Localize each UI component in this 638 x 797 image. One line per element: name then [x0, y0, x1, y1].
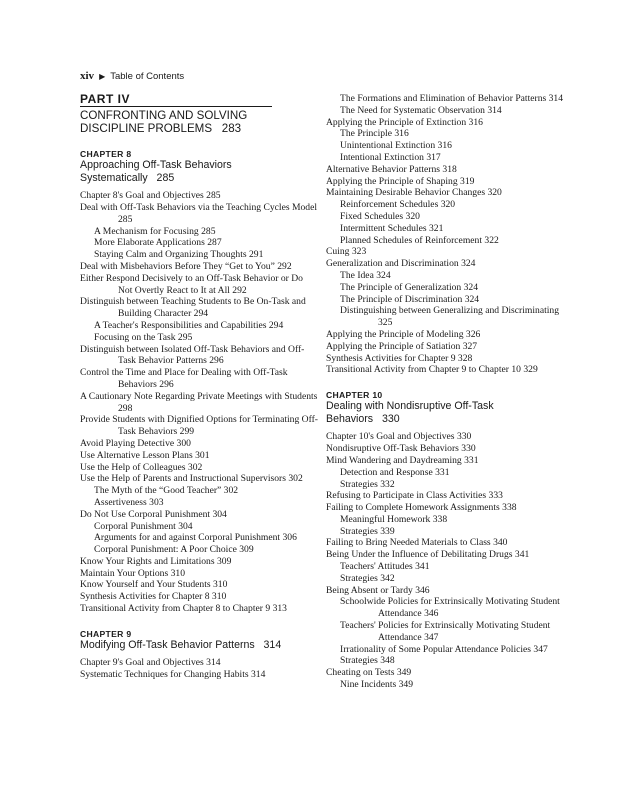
- chapter-8-label: CHAPTER 8: [80, 149, 132, 159]
- toc-entry: Nondisruptive Off-Task Behaviors 330: [326, 443, 476, 455]
- toc-entry: Synthesis Activities for Chapter 8 310: [80, 591, 227, 603]
- running-header: [80, 70, 184, 82]
- toc-entry: Intentional Extinction 317: [340, 151, 441, 163]
- toc-entry: Failing to Complete Homework Assignments 338: [326, 502, 517, 514]
- toc-entry: Distinguish between Isolated Off-Task Behaviors and Off-Task Behavior Patterns 296: [80, 343, 305, 367]
- chapter-10-entries: [326, 431, 566, 691]
- chapter-8-entries: [80, 190, 318, 615]
- part-rule: [80, 106, 272, 107]
- toc-entry: Maintain Your Options 310: [80, 567, 186, 579]
- left-column: [80, 93, 318, 681]
- part-label: PART IV: [80, 92, 130, 106]
- toc-entry: Control the Time and Place for Dealing with Off-Task Behaviors 296: [80, 367, 288, 390]
- toc-entry: Distinguishing between Generalizing and Discriminating 325: [340, 305, 560, 329]
- toc-entry: Maintaining Desirable Behavior Changes 320: [326, 187, 502, 199]
- toc-entry: Nine Incidents 349: [340, 679, 414, 691]
- toc-entry: The Idea 324: [340, 269, 391, 281]
- toc-entry: Applying the Principle of Satiation 327: [326, 340, 478, 352]
- toc-entry: Alternative Behavior Patterns 318: [326, 163, 457, 175]
- toc-entry: Generalization and Discrimination 324: [326, 258, 476, 270]
- toc-entry: Either Respond Decisively to an Off-Task Behavior or Do Not Overtly React to It at All 292: [80, 272, 303, 296]
- chapter-9-title-text: Modifying Off-Task Behavior Patterns: [80, 638, 255, 651]
- toc-entry: Reinforcement Schedules 320: [340, 199, 456, 211]
- toc-entry: Deal with Misbehaviors Before They “Get to You” 292: [80, 260, 292, 272]
- toc-entry: Staying Calm and Organizing Thoughts 291: [94, 249, 264, 261]
- toc-entry: Planned Schedules of Reinforcement 322: [340, 234, 499, 246]
- toc-entry: Meaningful Homework 338: [340, 513, 448, 525]
- chapter-9-label: CHAPTER 9: [80, 628, 132, 639]
- toc-entry: Transitional Activity from Chapter 8 to Chapter 9 313: [80, 603, 287, 615]
- right-column: [326, 93, 566, 691]
- page-number: xiv: [80, 70, 95, 82]
- toc-entry: Arguments for and against Corporal Punishment 306: [94, 532, 297, 544]
- part-title: [80, 109, 318, 135]
- toc-entry: Know Your Rights and Limitations 309: [80, 555, 232, 567]
- toc-entry: Know Yourself and Your Students 310: [80, 579, 228, 591]
- part-page: 283: [221, 122, 242, 135]
- toc-entry: Detection and Response 331: [340, 466, 450, 478]
- toc-entry: Systematic Techniques for Changing Habits 314: [80, 669, 266, 681]
- toc-entry: Chapter 8's Goal and Objectives 285: [80, 190, 221, 202]
- running-header-title: Table of Contents: [110, 71, 185, 82]
- toc-entry: Use the Help of Colleagues 302: [80, 461, 203, 473]
- toc-entry: Teachers' Policies for Extrinsically Motivating Student Attendance 347: [340, 620, 551, 643]
- toc-entry: Chapter 9's Goal and Objectives 314: [80, 657, 221, 669]
- toc-entry: Assertiveness 303: [94, 496, 164, 508]
- toc-entry: Avoid Playing Detective 300: [80, 437, 191, 449]
- toc-entry: The Myth of the “Good Teacher” 302: [94, 485, 239, 497]
- chapter-10-title: [326, 400, 566, 425]
- toc-entry: The Principle 316: [340, 128, 409, 140]
- chapter-9-title: [80, 639, 318, 652]
- toc-entry: Use the Help of Parents and Instructional Supervisors 302: [80, 473, 303, 485]
- chapter-8-page: 285: [156, 171, 175, 184]
- toc-entry: A Mechanism for Focusing 285: [94, 225, 216, 237]
- toc-entry: Strategies 332: [340, 478, 395, 490]
- toc-entry: A Cautionary Note Regarding Private Meetings with Students 298: [80, 390, 318, 414]
- chapter-10-title-text: Dealing with Nondisruptive Off-Task Behaviors: [326, 400, 494, 425]
- toc-entry: Cuing 323: [326, 246, 367, 258]
- toc-entry: A Teacher's Responsibilities and Capabilities 294: [94, 319, 284, 331]
- toc-entry: Failing to Bring Needed Materials to Class 340: [326, 537, 508, 549]
- chapter-9-entries: [80, 657, 318, 681]
- toc-entry: The Need for Systematic Observation 314: [340, 104, 502, 116]
- toc-entry: Corporal Punishment: A Poor Choice 309: [94, 544, 254, 556]
- toc-entry: Corporal Punishment 304: [94, 520, 193, 532]
- toc-entry: Chapter 10's Goal and Objectives 330: [326, 431, 472, 443]
- toc-entry: Cheating on Tests 349: [326, 667, 412, 679]
- toc-entry: Strategies 348: [340, 655, 395, 667]
- toc-entry: Use Alternative Lesson Plans 301: [80, 449, 210, 461]
- toc-entry: Provide Students with Dignified Options for Terminating Off-Task Behaviors 299: [80, 414, 318, 438]
- chapter-8-title-line2: Systematically: [80, 171, 148, 184]
- toc-entry: Transitional Activity from Chapter 9 to Chapter 10 329: [326, 364, 538, 376]
- toc-entry: Mind Wandering and Daydreaming 331: [326, 454, 479, 466]
- toc-entry: The Principle of Discrimination 324: [340, 293, 480, 305]
- toc-entry: Synthesis Activities for Chapter 9 328: [326, 352, 473, 364]
- toc-entry: Unintentional Extinction 316: [340, 140, 452, 152]
- toc-entry: Strategies 342: [340, 572, 395, 584]
- toc-entry: Strategies 339: [340, 525, 395, 537]
- toc-entry: The Principle of Generalization 324: [340, 281, 478, 293]
- triangle-icon: ▶: [99, 72, 106, 81]
- toc-entry: Teachers' Attitudes 341: [340, 561, 430, 573]
- chapter-9-page: 314: [263, 638, 282, 651]
- chapter-8-title-line1: Approaching Off-Task Behaviors: [80, 159, 232, 171]
- toc-entry: Being Absent or Tardy 346: [326, 584, 430, 596]
- toc-entry: Being Under the Influence of Debilitating Drugs 341: [326, 549, 530, 561]
- toc-entry: Applying the Principle of Shaping 319: [326, 175, 475, 187]
- toc-entry: Do Not Use Corporal Punishment 304: [80, 508, 227, 520]
- toc-entry: Deal with Off-Task Behaviors via the Teaching Cycles Model 285: [80, 201, 318, 225]
- toc-entry: Applying the Principle of Modeling 326: [326, 328, 481, 340]
- toc-entry: Schoolwide Policies for Extrinsically Motivating Student Attendance 346: [340, 596, 560, 620]
- toc-entry: Distinguish between Teaching Students to Be On-Task and Building Character 294: [80, 296, 306, 320]
- part-title-line2: DISCIPLINE PROBLEMS: [80, 122, 213, 135]
- toc-entry: Applying the Principle of Extinction 316: [326, 116, 483, 128]
- toc-entry: The Formations and Elimination of Behavior Patterns 314: [340, 93, 564, 104]
- toc-entry: More Elaborate Applications 287: [94, 237, 222, 249]
- chapter-10-label: CHAPTER 10: [326, 390, 383, 401]
- toc-entry: Intermittent Schedules 321: [340, 222, 444, 234]
- toc-entry: Irrationality of Some Popular Attendance Policies 347: [340, 643, 548, 655]
- part-title-line1: CONFRONTING AND SOLVING: [80, 109, 248, 122]
- toc-entry: Refusing to Participate in Class Activities 333: [326, 490, 503, 502]
- chapter-10-page: 330: [381, 412, 400, 425]
- toc-entry: Fixed Schedules 320: [340, 210, 420, 222]
- chapter-9-entries-continued: [326, 93, 566, 376]
- toc-entry: Focusing on the Task 295: [94, 331, 193, 343]
- chapter-8-title: [80, 159, 318, 184]
